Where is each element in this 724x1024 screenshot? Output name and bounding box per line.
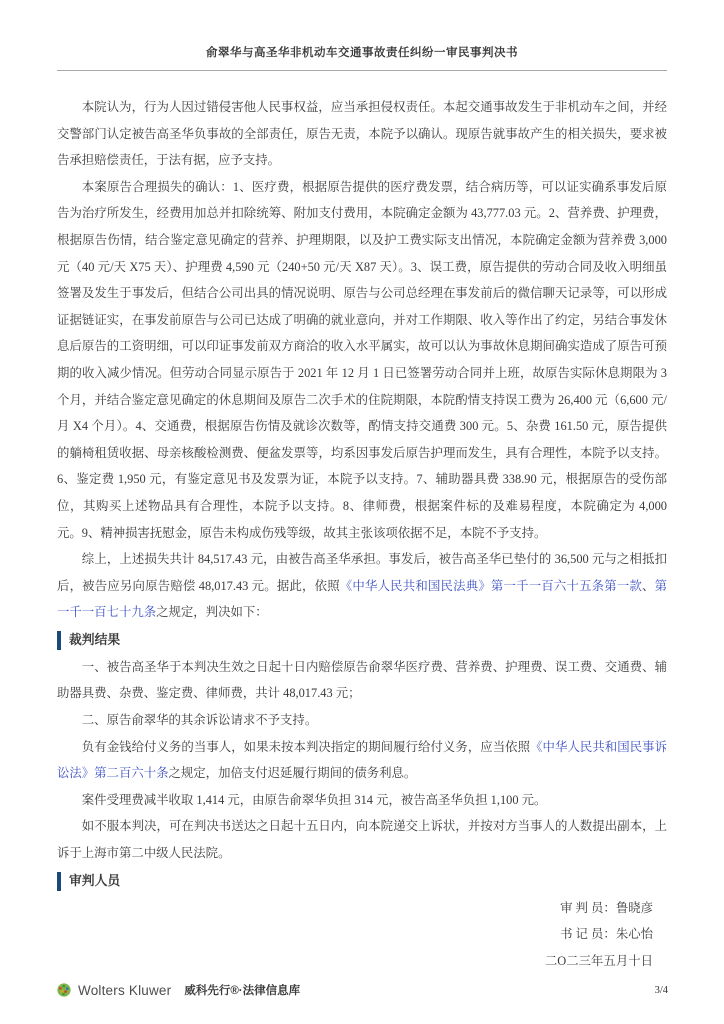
- section-header-verdict: [57, 631, 667, 650]
- paragraph-appeal-instructions: [57, 813, 667, 866]
- paragraph-payment-obligation: [57, 734, 667, 787]
- paragraph-court-opinion: [57, 94, 667, 174]
- text-run: 案件受理费减半收取 1,414 元，由原告俞翠华负担 314 元，被告高圣华负担 1,100 元。: [81, 792, 547, 807]
- paragraph-summary-and-basis: [57, 546, 667, 626]
- signature-block: [57, 895, 667, 975]
- paragraph-verdict-item-1: [57, 654, 667, 707]
- section-header-verdict-label: 裁判结果: [69, 633, 121, 648]
- paragraph-verdict-item-2: [57, 707, 667, 734]
- law-citation-link[interactable]: 第二百六十条: [94, 766, 169, 781]
- signature-judge: 审 判 员：鲁晓彦: [560, 900, 653, 915]
- signature-date: 二O二三年五月十日: [544, 953, 653, 968]
- text-run: 、: [642, 578, 655, 593]
- wolters-kluwer-globe-icon: [57, 983, 71, 997]
- brand-product-name: 威科先行®·法律信息库: [184, 985, 301, 997]
- text-run: 如不服本判决，可在判决书送达之日起十五日内，向本院递交上诉状，并按对方当事人的人数提出副本，上诉于上海市第二中级人民法院。: [57, 819, 667, 861]
- text-run: 之规定，加倍支付迟延履行期间的债务利息。: [168, 766, 417, 781]
- section-header-judges: [57, 872, 667, 891]
- page-footer: [57, 982, 668, 998]
- text-run: 本院认为，行为人因过错侵害他人民事权益，应当承担侵权责任。本起交通事故发生于非机动车之间，并经交警部门认定被告高圣华负事故的全部责任，原告无责，本院予以确认。现原告就事故产生的相关损失，要求被告承担赔偿责任，于法有据，应予支持。: [57, 100, 667, 168]
- page-number: 3/4: [654, 984, 668, 996]
- text-run: 综上，上述损失共计 84,517.43 元，由被告高圣华承担。事发后，被告高圣华已垫付的 36,500 元与之相抵扣后，被告应另向原告赔偿 48,017.43 元。据此，依照: [57, 552, 667, 593]
- signature-clerk: 书 记 员：朱心怡: [560, 927, 653, 942]
- text-run: 之规定，判决如下：: [156, 605, 268, 620]
- document-title: 俞翠华与高圣华非机动车交通事故责任纠纷一审民事判决书: [206, 47, 518, 59]
- law-citation-link[interactable]: 第一千一百六十五条第一款: [490, 578, 643, 593]
- section-header-judges-label: 审判人员: [69, 873, 121, 888]
- text-run: 本案原告合理损失的确认：1、医疗费，根据原告提供的医疗费发票，结合病历等，可以证实确系事发后原告为治疗所发生，经费用加总并扣除统筹、附加支付费用，本院确定金额为 43,777.03 元。2、营养费、护理费，根据原告伤情，结合鉴定意见确定的营养、护理期限，以及护工费实际支出情况，本院确定金额为营养费 3,000 元（40 元/天 X75 天）、护理费 4,590 元（240+50 元/天 X87 天）。3、误工费，原告提供的劳动合同及收入明细虽签署及发生于事发后，但结合公司出具的情况说明、原告与公司总经理在事发前后的微信聊天记录等，可以形成证据链证实，在事发前原告与公司已达成了明确的就业意向，并对工作期限、收入等作出了约定，另结合事发休息后原告的工资明细，可以印证事发前双方商洽的收入水平属实，故可以认为事故休息期间确实造成了原告可预期的收入减少情况。但劳动合同显示原告于 2021 年 12 月 1 日已签署劳动合同并上班，故原告实际休息期限为 3 个月，并结合鉴定意见确定的休息期间及原告二次手术的住院期限，本院酌情支持误工费为 26,400 元（6,600 元/月 X4 个月）。4、交通费，根据原告伤情及就诊次数等，酌情支持交通费 300 元。5、杂费 161.50 元，原告提供的躺椅租赁收据、母亲核酸检测费、便盆发票等，均系因事发后原告护理而发生，具有合理性，本院予以支持。6、鉴定费 1,950 元，有鉴定意见书及发票为证，本院予以支持。7、辅助器具费 338.90 元，根据原告的受伤部位，其购买上述物品具有合理性，本院予以支持。8、律师费，根据案件标的及难易程度，本院确定为 4,000 元。9、精神损害抚慰金，原告未构成伤残等级，故其主张该项依据不足，本院不予支持。: [57, 179, 667, 540]
- brand-area: [57, 982, 300, 998]
- law-citation-link[interactable]: 第一千一百七十九条: [57, 578, 668, 620]
- law-citation-link[interactable]: 《中华人民共和国民事诉讼法》: [57, 739, 668, 781]
- brand-name: Wolters Kluwer: [78, 982, 172, 998]
- text-run: 二、原告俞翠华的其余诉讼请求不予支持。: [81, 713, 318, 728]
- paragraph-court-fees: [57, 787, 667, 814]
- law-citation-link[interactable]: 《中华人民共和国民法典》: [339, 578, 491, 593]
- paragraph-loss-determination: [57, 174, 667, 546]
- text-run: 负有金钱给付义务的当事人，如果未按本判决指定的期间履行给付义务，应当依照: [81, 739, 531, 754]
- document-body: [57, 94, 667, 974]
- header-divider: [57, 70, 667, 71]
- text-run: 一、被告高圣华于本判决生效之日起十日内赔偿原告俞翠华医疗费、营养费、护理费、误工费、交通费、辅助器具费、杂费、鉴定费、律师费，共计 48,017.43 元；: [57, 659, 667, 701]
